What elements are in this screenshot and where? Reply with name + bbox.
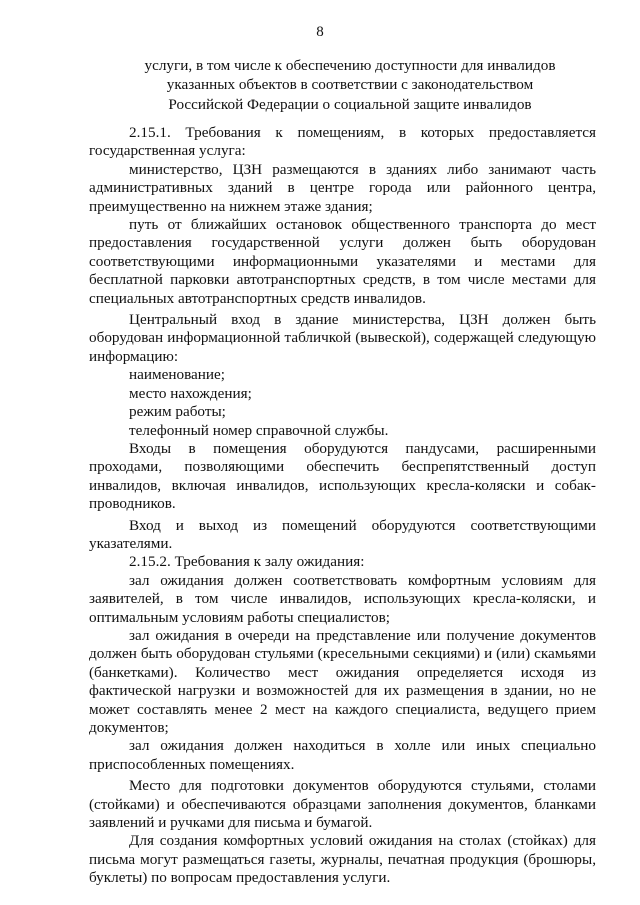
- paragraph: зал ожидания в очереди на представление или получение документов должен быть оборудован стульями (кресельными секциями) и (или) скамьями (банкетками). Количество мест ожидания определяется исходя из фактической нагрузки и возможностей для их размещения в здании, но не может составлять менее 2 мест на каждого специалиста, ведущего прием документов;: [89, 626, 596, 736]
- paragraph: Место для подготовки документов оборудуются стульями, столами (стойками) и обеспечиваются образцами заполнения документов, бланками заявлений и ручками для письма и бумагой.: [89, 777, 596, 832]
- list-item: режим работы;: [129, 403, 226, 421]
- list-item: наименование;: [129, 366, 225, 384]
- paragraph: Вход и выход из помещений оборудуются соответствующими указателями.: [89, 516, 596, 552]
- heading-line: услуги, в том числе к обеспечению доступности для инвалидов: [144, 57, 556, 74]
- paragraph: Для создания комфортных условий ожидания на столах (стойках) для письма могут размещаться газеты, журналы, печатная продукция (брошюры, буклеты) по вопросам предоставления услуги.: [89, 832, 596, 887]
- page-number: 8: [316, 24, 324, 40]
- paragraph: Центральный вход в здание министерства, ЦЗН должен быть оборудован информационной табличкой (вывеской), содержащей следующую информацию:: [89, 311, 596, 365]
- paragraph: зал ожидания должен находиться в холле или иных специально приспособленных помещениях.: [89, 737, 596, 773]
- section-heading: [140, 56, 560, 114]
- list-item: место нахождения;: [129, 384, 252, 402]
- heading-line: Российской Федерации о социальной защите инвалидов: [168, 95, 532, 113]
- paragraph: Входы в помещения оборудуются пандусами, расширенными проходами, позволяющими обеспечить беспрепятственный доступ инвалидов, включая инвалидов, использующих кресла-коляски и собак-проводников.: [89, 439, 596, 513]
- paragraph: путь от ближайших остановок общественного транспорта до мест предоставления государственной услуги должен быть оборудован соответствующими информационными указателями и местами для бесплатной парковки автотранспортных средств, в том числе местами для специальных автотранспортных средств инвалидов.: [89, 216, 596, 307]
- paragraph-2-15-2-title: 2.15.2. Требования к залу ожидания:: [129, 553, 365, 571]
- list-item: телефонный номер справочной службы.: [129, 421, 389, 439]
- paragraph: зал ожидания должен соответствовать комфортным условиям для заявителей, в том числе инвалидов, использующих кресла-коляски, и оптимальным условиям работы специалистов;: [89, 571, 596, 626]
- paragraph: министерство, ЦЗН размещаются в зданиях либо занимают часть административных зданий в центре города или районного центра, преимущественно на нижнем этаже здания;: [89, 160, 596, 215]
- heading-line: указанных объектов в соответствии с законодательством: [166, 76, 534, 94]
- document-body: [89, 124, 596, 888]
- paragraph-2-15-1-title: 2.15.1. Требования к помещениям, в которых предоставляется государственная услуга:: [89, 124, 596, 160]
